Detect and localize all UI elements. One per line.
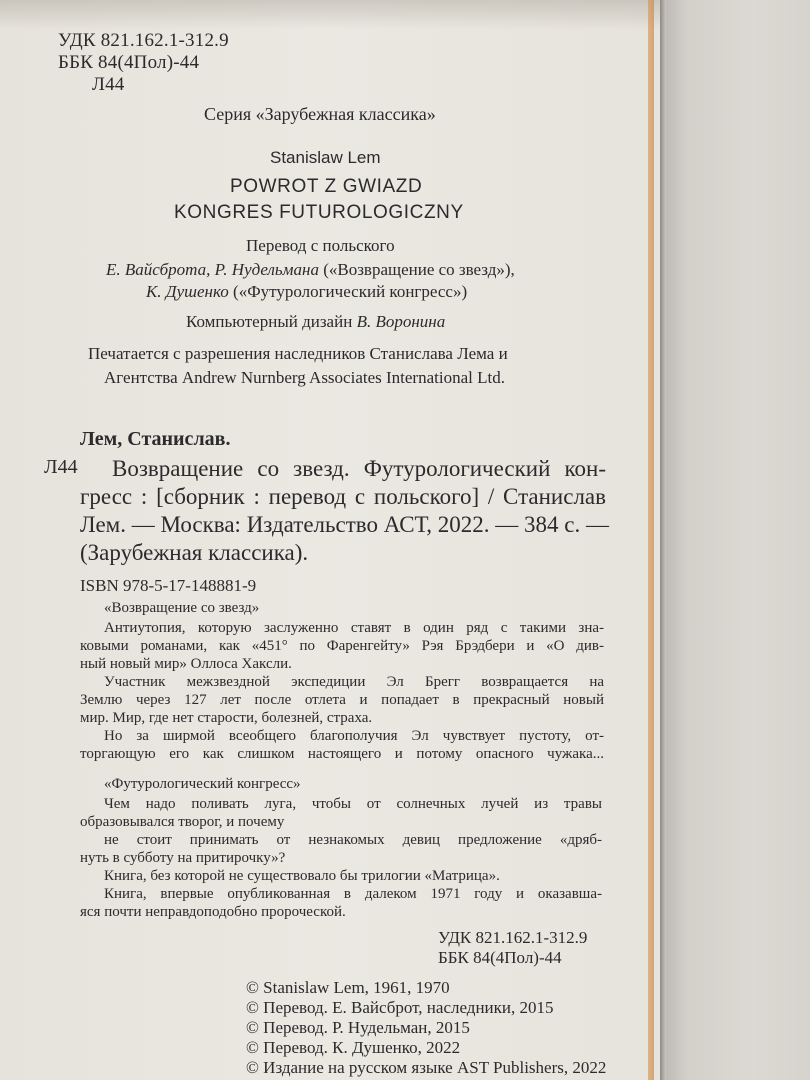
permission-line-2: Агентства Andrew Nurnberg Associates International Ltd. [104, 368, 505, 387]
annotation-2-line: Чем надо поливать луга, чтобы от солнечных лучей из травы [104, 796, 602, 812]
permission-line-1: Печатается с разрешения наследников Станислава Лема и [88, 344, 508, 363]
annotation-2-line: яся почти неправдоподобно пророческой. [80, 904, 346, 920]
page-shadow [0, 0, 660, 30]
bib-line-3: Лем. — Москва: Издательство АСТ, 2022. — 384 с. — [80, 512, 609, 537]
author-mark: Л44 [92, 74, 125, 95]
annotation-1-line: Антиутопия, которую заслуженно ставят в один ряд с такими зна- [104, 620, 604, 636]
translators-names-2: К. Душенко [146, 282, 229, 301]
bib-line-2: гресс : [сборник : перевод с польского] / Станислав [80, 484, 606, 509]
annotation-2-title: «Футурологический конгресс» [104, 776, 301, 792]
translators-work-2: («Футурологический конгресс») [228, 282, 468, 301]
annotation-1-line: Но за ширмой всеобщего благополучия Эл чувствует пустоту, от- [104, 728, 604, 744]
annotation-2-line: не стоит принимать от незнакомых девиц предложение «дряб- [104, 832, 602, 848]
annotation-1-line: ный новый мир» Оллоса Хаксли. [80, 656, 292, 672]
copyright-line: © Перевод. К. Душенко, 2022 [246, 1038, 461, 1057]
bbk-code: ББК 84(4Пол)-44 [58, 52, 200, 73]
annotation-2-line: образовывался творог, и почему [80, 814, 285, 830]
bib-line-4: (Зарубежная классика). [80, 540, 309, 565]
translators-line-1 [106, 260, 515, 280]
bib-code: Л44 [44, 456, 78, 478]
annotation-2-line: Книга, без которой не существовало бы трилогии «Матрица». [104, 868, 500, 884]
footer-bbk: ББК 84(4Пол)-44 [438, 948, 562, 967]
translation-label: Перевод с польского [246, 236, 395, 255]
original-author: Stanislaw Lem [270, 148, 381, 167]
footer-udk: УДК 821.162.1-312.9 [438, 928, 588, 947]
annotation-2-line: нуть в субботу на притирочку»? [80, 850, 286, 866]
design-label: Компьютерный дизайн [186, 312, 357, 331]
copyright-line: © Издание на русском языке AST Publishers, 2022 [246, 1058, 607, 1077]
annotation-1-line: торгающую его как слишком настоящего и потому опасного чужака... [80, 746, 604, 762]
design-credit [186, 312, 445, 332]
bib-line-1: Возвращение со звезд. Футурологический кон- [112, 456, 606, 481]
annotation-2-line: Книга, впервые опубликованная в далеком 1971 году и оказавша- [104, 886, 602, 902]
translators-work-1: («Возвращение со звезд»), [318, 260, 515, 279]
translators-line-2 [146, 282, 467, 302]
annotation-1-line: Участник межзвездной экспедиции Эл Брегг возвращается на [104, 674, 604, 690]
isbn: ISBN 978-5-17-148881-9 [80, 576, 257, 595]
udk-code: УДК 821.162.1-312.9 [58, 30, 229, 51]
original-title-2: KONGRES FUTUROLOGICZNY [174, 202, 464, 223]
designer-name: В. Воронина [356, 312, 446, 331]
copyright-line: © Stanislaw Lem, 1961, 1970 [246, 978, 450, 997]
copyright-line: © Перевод. Р. Нудельман, 2015 [246, 1018, 470, 1037]
annotation-1-line: мир. Мир, где нет старости, болезней, страха. [80, 710, 373, 726]
translators-names-1: Е. Вайсброта, Р. Нудельмана [106, 260, 319, 279]
facing-page [660, 0, 810, 1080]
annotation-1-line: ковыми романами, как «451° по Фаренгейту» Рэя Брэдбери и «О див- [80, 638, 604, 654]
copyright-line: © Перевод. Е. Вайсброт, наследники, 2015 [246, 998, 554, 1017]
page-edge-tint [648, 0, 654, 1080]
annotation-1-line: Землю через 127 лет после отлета и попадает в прекрасный новый [80, 692, 604, 708]
annotation-1-title: «Возвращение со звезд» [104, 600, 260, 616]
series-title: Серия «Зарубежная классика» [204, 104, 436, 124]
original-title-1: POWROT Z GWIAZD [230, 176, 423, 197]
bib-author: Лем, Станислав. [80, 428, 231, 450]
